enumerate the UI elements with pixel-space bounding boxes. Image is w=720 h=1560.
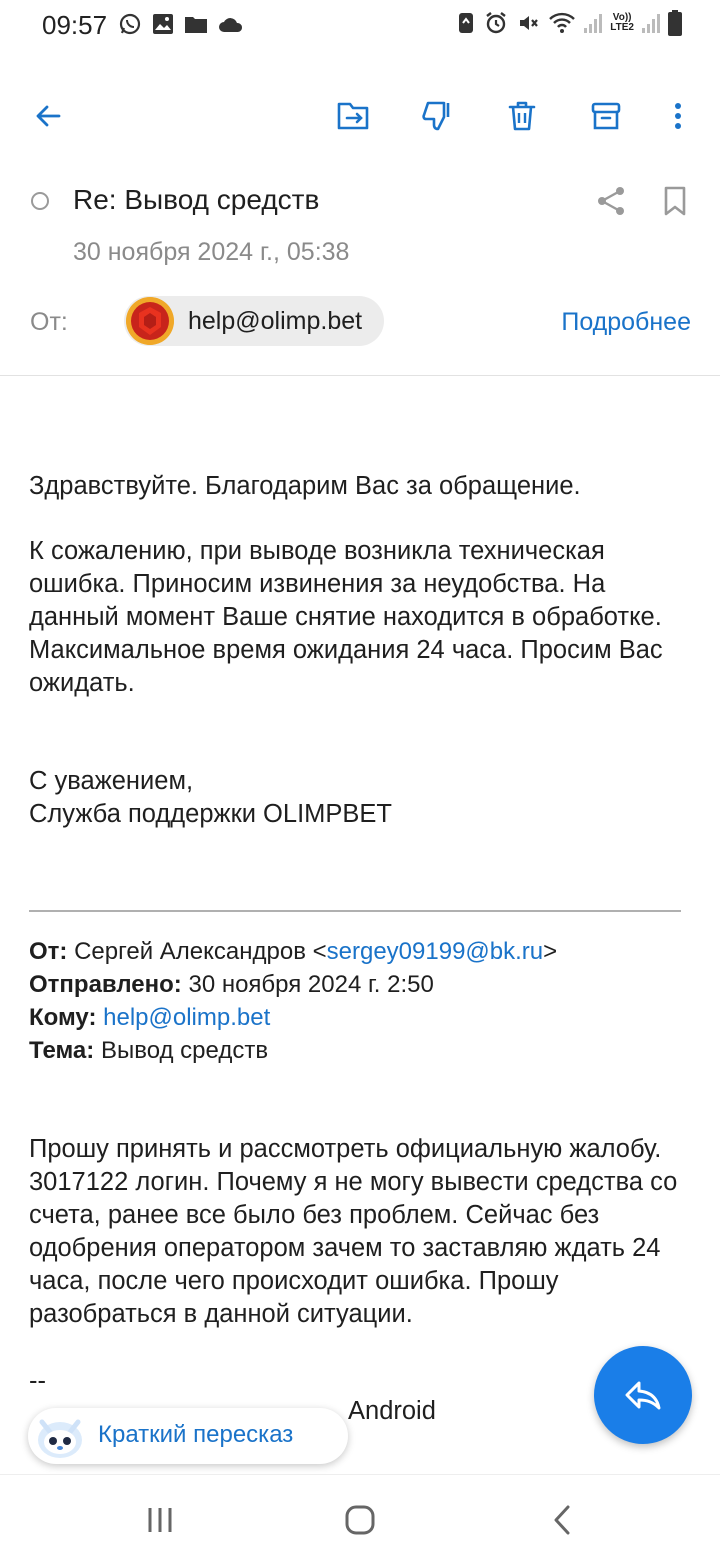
signature-line-2: Служба поддержки OLIMPBET — [29, 800, 393, 828]
signal-icon — [584, 12, 602, 34]
header-divider — [0, 375, 720, 376]
email-toolbar — [0, 88, 720, 148]
mute-icon — [516, 11, 540, 35]
back-button[interactable] — [20, 88, 76, 144]
quoted-footer-partial: Android — [348, 1397, 436, 1425]
bookmark-button[interactable] — [654, 180, 696, 222]
unread-toggle[interactable] — [31, 192, 49, 210]
nav-back-button[interactable] — [532, 1495, 592, 1545]
quoted-to-label: Кому: — [29, 1004, 97, 1031]
move-to-folder-button[interactable] — [326, 88, 382, 144]
email-date: 30 ноября 2024 г., 05:38 — [73, 238, 350, 266]
details-link[interactable]: Подробнее — [561, 308, 691, 336]
more-options-button[interactable] — [650, 88, 706, 144]
quoted-subject — [29, 1034, 699, 1067]
bookmark-icon — [662, 185, 688, 217]
body-paragraph: К сожалению, при выводе возникла техническая ошибка. Приносим извинения за неудобства. На данный момент Ваше снятие находится в обработке. Максимальное время ожидания 24 часа. Просим Вас ожидать. — [29, 537, 663, 697]
reply-icon — [623, 1379, 663, 1411]
notification-icons — [118, 12, 244, 36]
status-bar — [0, 0, 720, 52]
quoted-sent-value: 30 ноября 2024 г. 2:50 — [188, 971, 434, 998]
from-label: От: — [30, 308, 68, 336]
quoted-to — [29, 1001, 699, 1034]
quoted-meta — [29, 935, 699, 1067]
home-icon — [344, 1504, 376, 1536]
mascot-icon — [32, 1408, 88, 1464]
share-icon — [596, 185, 626, 217]
from-row — [0, 294, 720, 348]
quoted-to-email-link[interactable]: help@olimp.bet — [103, 1004, 271, 1031]
sender-email: help@olimp.bet — [188, 306, 363, 335]
alarm-icon — [484, 11, 508, 35]
quoted-subject-value: Вывод средств — [100, 1037, 269, 1064]
signature-line-1: С уважением, — [29, 767, 194, 795]
trash-icon — [507, 99, 537, 133]
quoted-from-close: > — [543, 938, 558, 965]
back-icon — [552, 1504, 572, 1536]
quoted-from-name: Сергей Александров < — [74, 938, 327, 965]
quoted-body: Прошу принять и рассмотреть официальную жалобу. 3017122 логин. Почему я не могу вывести средства со счета, ранее все было без проблем. Сейчас без одобрения оператором зачем то заставляю ждать 24 часа, после чего происходит ошибка. Прошу разобраться в данной ситуации. — [29, 1135, 678, 1328]
home-button[interactable] — [330, 1495, 390, 1545]
recycle-icon — [456, 11, 476, 35]
reply-fab[interactable] — [594, 1346, 692, 1444]
subject-row — [0, 176, 720, 228]
summary-label: Краткий пересказ — [98, 1421, 294, 1448]
lte-icon — [610, 13, 634, 33]
quoted-sent-label: Отправлено: — [29, 971, 182, 998]
more-vert-icon — [673, 101, 683, 131]
quoted-subject-label: Тема: — [29, 1037, 95, 1064]
system-nav-bar — [0, 1474, 720, 1560]
share-button[interactable] — [590, 180, 632, 222]
quoted-from-label: От: — [29, 938, 68, 965]
signal-icon — [642, 12, 660, 34]
recents-icon — [146, 1506, 174, 1534]
body-greeting: Здравствуйте. Благодарим Вас за обращение. — [29, 472, 581, 500]
lte-line-1: Vo)) — [612, 12, 632, 23]
battery-icon — [668, 10, 682, 36]
archive-icon — [590, 100, 622, 132]
cloud-icon — [218, 15, 244, 33]
spam-icon — [422, 99, 454, 133]
lte-line-2: LTE2 — [610, 22, 634, 33]
status-time: 09:57 — [42, 10, 108, 40]
folder-icon — [184, 14, 208, 34]
whatsapp-icon — [118, 12, 142, 36]
system-icons — [456, 10, 682, 36]
quoted-from-email-link[interactable]: sergey09199@bk.ru — [326, 938, 544, 965]
summary-button[interactable] — [28, 1408, 348, 1464]
delete-button[interactable] — [494, 88, 550, 144]
quoted-from — [29, 935, 699, 968]
quoted-separator: -- — [29, 1367, 46, 1395]
sender-avatar — [126, 297, 174, 345]
olimp-logo-icon — [126, 297, 174, 345]
sender-chip[interactable] — [124, 296, 384, 346]
quoted-sent — [29, 968, 699, 1001]
quote-divider — [29, 910, 681, 912]
back-arrow-icon — [33, 101, 63, 131]
email-subject: Re: Вывод средств — [73, 184, 320, 215]
wifi-icon — [548, 11, 576, 35]
move-folder-icon — [336, 100, 372, 132]
recents-button[interactable] — [130, 1495, 190, 1545]
gallery-icon — [152, 13, 174, 35]
spam-button[interactable] — [410, 88, 466, 144]
archive-button[interactable] — [578, 88, 634, 144]
